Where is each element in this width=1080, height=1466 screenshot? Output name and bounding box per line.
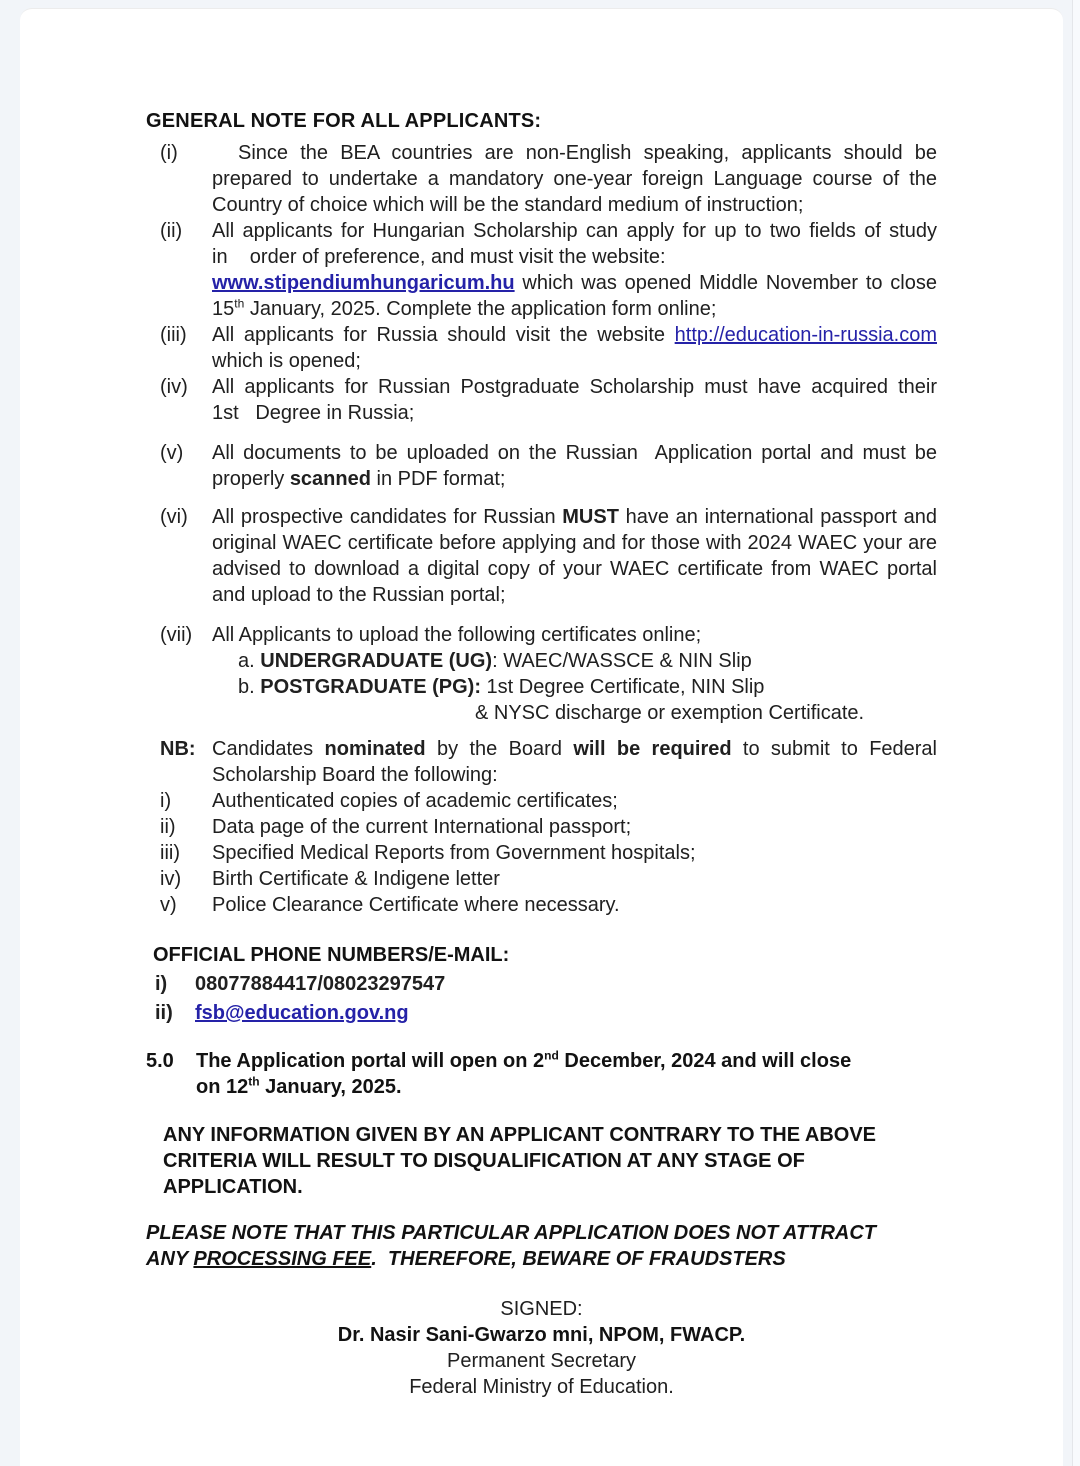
text-segment: All prospective candidates for Russian <box>212 506 563 528</box>
text-segment: th <box>234 296 245 311</box>
item-text <box>212 218 937 322</box>
text-segment: The Application portal will open on 2 <box>196 1050 545 1072</box>
contact-heading: OFFICIAL PHONE NUMBERS/E-MAIL: <box>153 944 510 966</box>
text-segment: CRITERIA WILL RESULT TO DISQUALIFICATION AT ANY STAGE OF <box>163 1150 805 1172</box>
document-content <box>20 8 1063 1400</box>
item-text <box>212 140 937 218</box>
item-marker: i) <box>160 790 172 812</box>
text-segment: December, 2024 and will close <box>558 1050 852 1072</box>
email-item <box>195 1000 937 1026</box>
list-item-iv <box>160 374 937 426</box>
portal-note <box>146 1048 937 1100</box>
general-note-list <box>160 140 937 918</box>
contact-section <box>146 942 937 1026</box>
text-segment: which is opened; <box>212 350 361 372</box>
text-segment: UNDERGRADUATE (UG) <box>260 650 493 672</box>
nb-item-1 <box>160 788 937 814</box>
item-marker: (vii) <box>160 624 193 646</box>
nb-label: NB: <box>160 738 196 760</box>
text-segment: ANY INFORMATION GIVEN BY AN APPLICANT CONTRARY TO THE ABOVE <box>163 1124 877 1146</box>
item-marker: ii) <box>160 816 176 838</box>
list-item-vii <box>160 622 937 726</box>
text-segment: in PDF format; <box>370 468 506 490</box>
item-marker: (iv) <box>160 376 188 398</box>
portal-number: 5.0 <box>146 1050 174 1072</box>
text-segment: January, 2025. Complete the application form online; <box>244 298 717 320</box>
text-segment: PROCESSING FEE <box>193 1248 372 1270</box>
text-segment: ANY <box>146 1248 194 1270</box>
text-segment: & NYSC discharge or exemption Certificate. <box>475 702 865 724</box>
item-marker: (iii) <box>160 324 187 346</box>
list-item-i <box>160 140 937 218</box>
nb-item-2 <box>160 814 937 840</box>
item-text: Birth Certificate & Indigene letter <box>212 868 500 890</box>
nb-item-4 <box>160 866 937 892</box>
nb-item-5 <box>160 892 937 918</box>
text-segment: on 12 <box>196 1076 249 1098</box>
text-segment: have an international passport and original WAEC certificate before applying and for those with 2024 WAEC your are advised to download a digital copy of your WAEC certificate from WAEC portal and upload to the Russian portal; <box>212 506 937 606</box>
stipendium-hungaricum-link[interactable]: www.stipendiumhungaricum.hu <box>212 272 515 294</box>
text-segment: All documents to be uploaded on the Russian Application portal and must be properly <box>212 442 937 490</box>
item-vii-intro <box>212 622 937 648</box>
text-segment: All Applicants to upload the following certificates online; <box>212 624 702 646</box>
item-marker: (v) <box>160 442 184 464</box>
text-segment: b. <box>238 676 261 698</box>
text-segment: a. <box>238 650 261 672</box>
item-text: Specified Medical Reports from Government hospitals; <box>212 842 696 864</box>
general-note-heading: GENERAL NOTE FOR ALL APPLICANTS: <box>146 110 542 132</box>
text-segment: Since the BEA countries are non-English speaking, applicants should be prepared to undertake a mandatory one-year foreign Language course of the Country of choice which will be the standard medium of instruction; <box>212 142 937 216</box>
text-segment: will be required <box>573 738 732 760</box>
item-vii-sub-b-continuation <box>475 700 937 726</box>
fsb-email-link[interactable]: fsb@education.gov.ng <box>195 1002 409 1024</box>
item-marker: v) <box>160 894 177 916</box>
item-text: Data page of the current International passport; <box>212 816 632 838</box>
text-segment: which was opened Middle November to close 15 <box>212 272 937 320</box>
text-segment: All applicants for Russian Postgraduate Scholarship must have acquired their 1st Degree in Russia; <box>212 376 937 424</box>
text-segment: to submit to Federal Scholarship Board the following: <box>212 738 938 786</box>
text-segment: January, 2025. <box>259 1076 402 1098</box>
signature-block <box>146 1296 937 1400</box>
nb-text <box>212 736 937 788</box>
text-segment: APPLICATION. <box>163 1176 303 1198</box>
text-segment: by the Board <box>425 738 574 760</box>
page-right-edge <box>1072 0 1080 1466</box>
item-marker: (i) <box>160 142 178 164</box>
item-text <box>212 504 937 608</box>
list-item-vi <box>160 504 937 608</box>
text-segment: Candidates <box>212 738 325 760</box>
item-text: Police Clearance Certificate where necessary. <box>212 894 620 916</box>
nb-row <box>160 736 937 788</box>
phone-numbers <box>195 971 937 997</box>
item-marker: (vi) <box>160 506 188 528</box>
item-marker: iv) <box>160 868 182 890</box>
text-segment: POSTGRADUATE (PG): <box>260 676 481 698</box>
item-marker: ii) <box>155 1002 173 1024</box>
text-segment: MUST <box>562 506 619 528</box>
education-in-russia-link[interactable]: http://education-in-russia.com <box>674 324 937 346</box>
text-segment: nominated <box>324 738 426 760</box>
warning-text <box>163 1122 937 1200</box>
item-vii-sub-a <box>238 648 937 674</box>
list-item-v <box>160 440 937 492</box>
item-marker: i) <box>155 973 168 995</box>
item-text <box>212 322 937 374</box>
item-marker: iii) <box>160 842 180 864</box>
signatory-name: Dr. Nasir Sani-Gwarzo mni, NPOM, FWACP. <box>337 1324 746 1346</box>
text-segment: PLEASE NOTE THAT THIS PARTICULAR APPLICATION DOES NOT ATTRACT <box>146 1222 876 1244</box>
text-segment: th <box>248 1074 260 1089</box>
text-segment: nd <box>544 1048 559 1063</box>
item-text <box>212 622 937 726</box>
fraud-notice <box>146 1220 937 1272</box>
item-text <box>212 374 937 426</box>
email-row <box>155 1000 937 1026</box>
text-segment: 1st Degree Certificate, NIN Slip <box>480 676 765 698</box>
text-segment: . THEREFORE, BEWARE OF FRAUDSTERS <box>371 1248 786 1270</box>
text-segment: 08077884417/08023297547 <box>195 973 446 995</box>
item-vii-sub-b <box>238 674 937 700</box>
item-text <box>212 440 937 492</box>
list-item-iii <box>160 322 937 374</box>
text-segment: All applicants for Russia should visit the website <box>212 324 675 346</box>
phone-numbers-row <box>155 971 937 997</box>
text-segment: scanned <box>289 468 371 490</box>
nb-item-3 <box>160 840 937 866</box>
item-marker: (ii) <box>160 220 183 242</box>
signatory-title: Permanent Secretary <box>447 1350 636 1372</box>
portal-text <box>196 1048 851 1100</box>
list-item-ii <box>160 218 937 322</box>
text-segment: : WAEC/WASSCE & NIN Slip <box>492 650 752 672</box>
item-text: Authenticated copies of academic certificates; <box>212 790 618 812</box>
signed-label: SIGNED: <box>500 1298 583 1320</box>
signatory-org: Federal Ministry of Education. <box>409 1376 674 1398</box>
text-segment: All applicants for Hungarian Scholarship can apply for up to two fields of study in order of preference, and must visit the website: <box>212 220 937 268</box>
